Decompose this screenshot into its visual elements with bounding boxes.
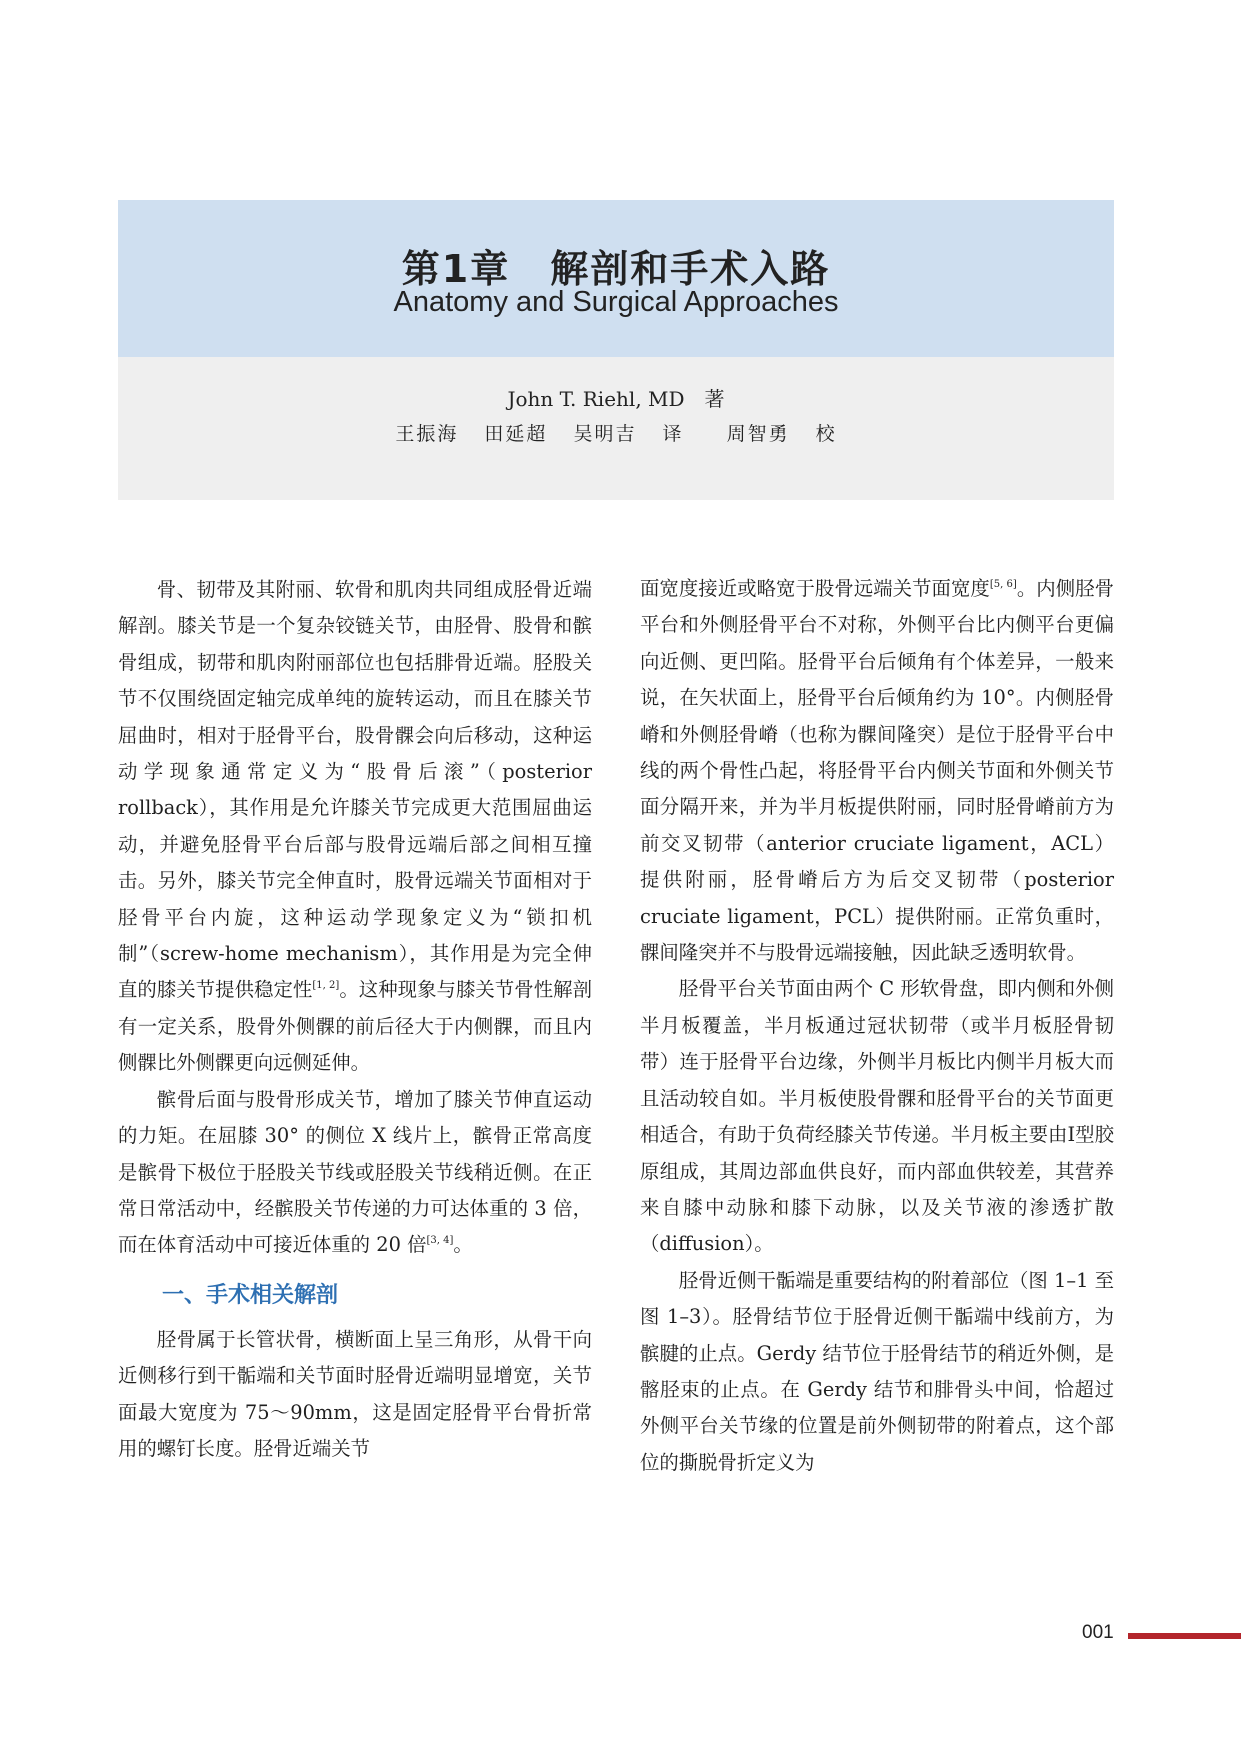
page-number: 001 xyxy=(1082,1622,1114,1643)
body-paragraph: 面宽度接近或略宽于股骨远端关节面宽度[5, 6]。内侧胫骨平台和外侧胫骨平台不对称，外侧平台比内侧平台更偏向近侧、更凹陷。胫骨平台后倾角有个体差异，一般来说，在矢状面上，胫骨平台后倾角约为 10°。内侧胫骨嵴和外侧胫骨嵴（也称为髁间隆突）是位于胫骨平台中线的两个骨性凸起，将胫骨平台内侧关节面和外侧关节面分隔开来，并为半月板提供附丽，同时胫骨嵴前方为前交叉韧带（anterior cruciate ligament，ACL）提供附丽，胫骨嵴后方为后交叉韧带（posterior cruciate ligament，PCL）提供附丽。正常负重时，髁间隆突并不与股骨远端接触，因此缺乏透明软骨。 xyxy=(640,577,1114,965)
translator-name: 吴明吉 xyxy=(573,423,637,445)
review-mark: 校 xyxy=(815,423,837,445)
credits-panel xyxy=(118,357,1114,500)
page-accent-bar xyxy=(1128,1633,1241,1639)
chapter-title-banner xyxy=(118,200,1114,357)
citation: [3, 4] xyxy=(426,1235,454,1247)
chapter-title-english: Anatomy and Surgical Approaches xyxy=(393,286,839,318)
body-paragraph: 骨、韧带及其附丽、软骨和肌肉共同组成胫骨近端解剖。膝关节是一个复杂铰链关节，由胫骨、股骨和髌骨组成，韧带和肌肉附丽部位也包括腓骨近端。胫股关节不仅围绕固定轴完成单纯的旋转运动，而且在膝关节屈曲时，相对于胫骨平台，股骨髁会向后移动，这种运动学现象通常定义为“股骨后滚”（posterior rollback），其作用是允许膝关节完成更大范围屈曲运动，并避免胫骨平台后部与股骨远端后部之间相互撞击。另外，膝关节完全伸直时，股骨远端关节面相对于胫骨平台内旋，这种运动学现象定义为“锁扣机制”（screw-home mechanism），其作用是为完全伸直的膝关节提供稳定性[1, 2]。这种现象与膝关节骨性解剖有一定关系，股骨外侧髁的前后径大于内侧髁，而且内侧髁比外侧髁更向远侧延伸。 xyxy=(118,578,592,1075)
reviewer-name: 周智勇 xyxy=(726,423,790,445)
body-paragraph: 胫骨属于长管状骨，横断面上呈三角形，从骨干向近侧移行到干骺端和关节面时胫骨近端明显增宽，关节面最大宽度为 75～90mm，这是固定胫骨平台骨折常用的螺钉长度。胫骨近端关节 xyxy=(118,1327,592,1460)
citation: [5, 6] xyxy=(989,579,1017,590)
body-paragraph: 胫骨近侧干骺端是重要结构的附着部位（图 1–1 至图 1–3）。胫骨结节位于胫骨近侧干骺端中线前方，为髌腱的止点。Gerdy 结节位于胫骨结节的稍近外侧，是髂胫束的止点。在 Gerdy 结节和腓骨头中间，恰超过外侧平台关节缘的位置是前外侧韧带的附着点，这个部位的撕脱骨折定义为 xyxy=(640,1268,1114,1474)
translator-name: 王振海 xyxy=(395,423,459,445)
body-paragraph: 胫骨平台关节面由两个 C 形软骨盘，即内侧和外侧半月板覆盖，半月板通过冠状韧带（或半月板胫骨韧带）连于胫骨平台边缘，外侧半月板比内侧半月板大而且活动较自如。半月板使股骨髁和胫骨平台的关节面更相适合，有助于负荷经膝关节传递。半月板主要由Ⅰ型胶原组成，其周边部血供良好，而内部血供较差，其营养来自膝中动脉和膝下动脉，以及关节液的渗透扩散（diffusion）。 xyxy=(640,977,1114,1256)
left-column xyxy=(118,572,592,1467)
translator-line xyxy=(118,419,1114,446)
right-column xyxy=(640,571,1114,1481)
translate-mark: 译 xyxy=(662,423,684,445)
body-paragraph: 髌骨后面与股骨形成关节，增加了膝关节伸直运动的力矩。在屈膝 30° 的侧位 X 线片上，髌骨正常高度是髌骨下极位于胫股关节线或胫股关节线稍近侧。在正常日常活动中，经髌股关节传递的力可达体重的 3 倍，而在体育活动中可接近体重的 20 倍[3, 4]。 xyxy=(118,1087,592,1257)
author-line: John T. Riehl, MD 著 xyxy=(507,387,725,411)
citation: [1, 2] xyxy=(312,980,340,992)
translator-name: 田延超 xyxy=(484,423,548,445)
chapter-title-chinese: 第1章 解剖和手术入路 xyxy=(401,247,831,291)
section-heading: 一、手术相关解剖 xyxy=(162,1282,339,1308)
